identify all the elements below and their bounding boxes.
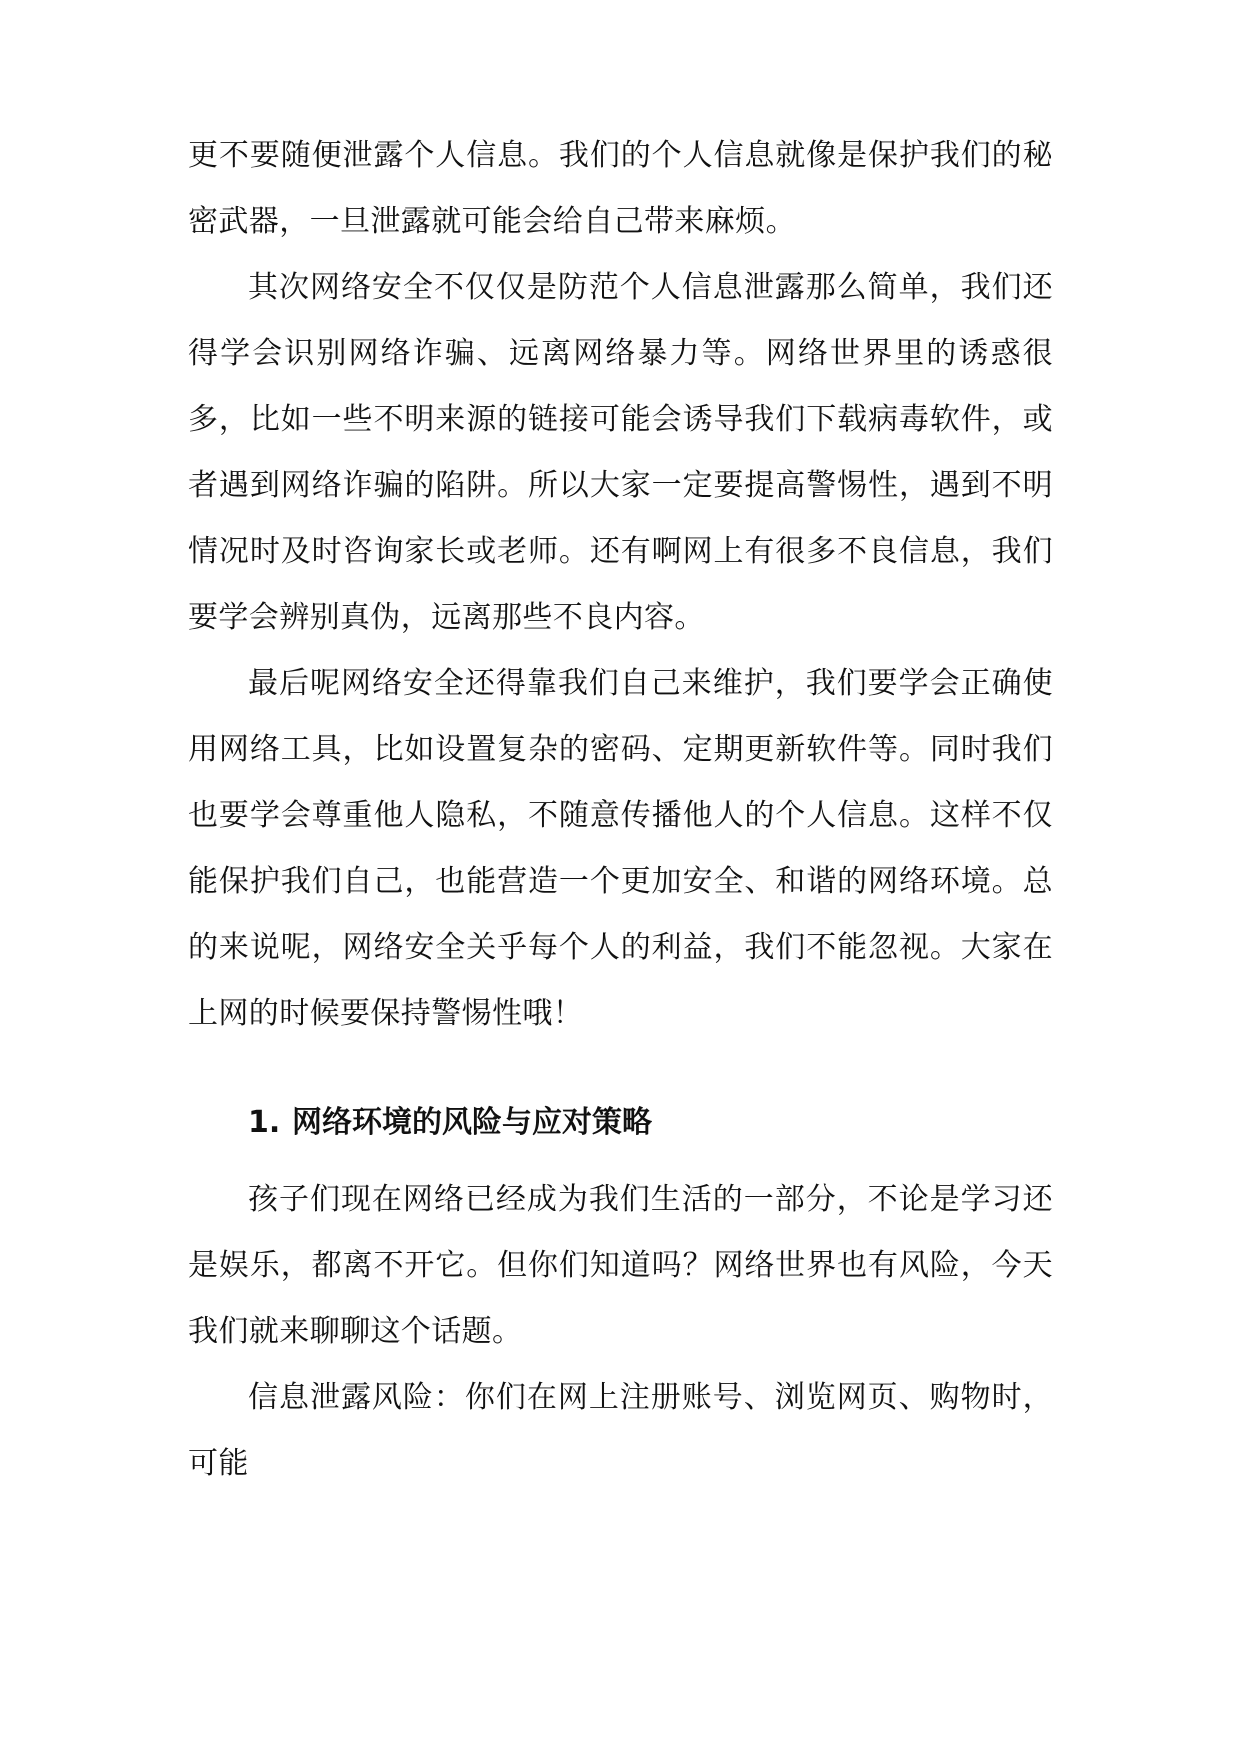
section-heading: [248, 1090, 1053, 1156]
paragraph-network-security-risks: 其次网络安全不仅仅是防范个人信息泄露那么简单，我们还得学会识别网络诈骗、远离网络暴力等。网络世界里的诱惑很多，比如一些不明来源的链接可能会诱导我们下载病毒软件，或者遇到网络诈骗的陷阱。所以大家一定要提高警惕性，遇到不明情况时及时咨询家长或老师。还有啊网上有很多不良信息，我们要学会辨别真伪，远离那些不良内容。: [188, 270, 1053, 635]
paragraph-continuation: 更不要随便泄露个人信息。我们的个人信息就像是保护我们的秘密武器，一旦泄露就可能会给自己带来麻烦。: [188, 138, 1053, 239]
paragraph-network-intro: 孩子们现在网络已经成为我们生活的一部分，不论是学习还是娱乐，都离不开它。但你们知道吗？网络世界也有风险，今天我们就来聊聊这个话题。: [188, 1182, 1053, 1349]
section-title: 网络环境的风险与应对策略: [292, 1105, 652, 1140]
paragraph-information-leak-risk: 信息泄露风险：你们在网上注册账号、浏览网页、购物时，可能: [188, 1380, 1053, 1481]
paragraph-self-protection: 最后呢网络安全还得靠我们自己来维护，我们要学会正确使用网络工具，比如设置复杂的密码、定期更新软件等。同时我们也要学会尊重他人隐私，不随意传播他人的个人信息。这样不仅能保护我们自己，也能营造一个更加安全、和谐的网络环境。总的来说呢，网络安全关乎每个人的利益，我们不能忽视。大家在上网的时候要保持警惕性哦！: [188, 666, 1053, 1031]
section-number: 1.: [248, 1105, 281, 1140]
